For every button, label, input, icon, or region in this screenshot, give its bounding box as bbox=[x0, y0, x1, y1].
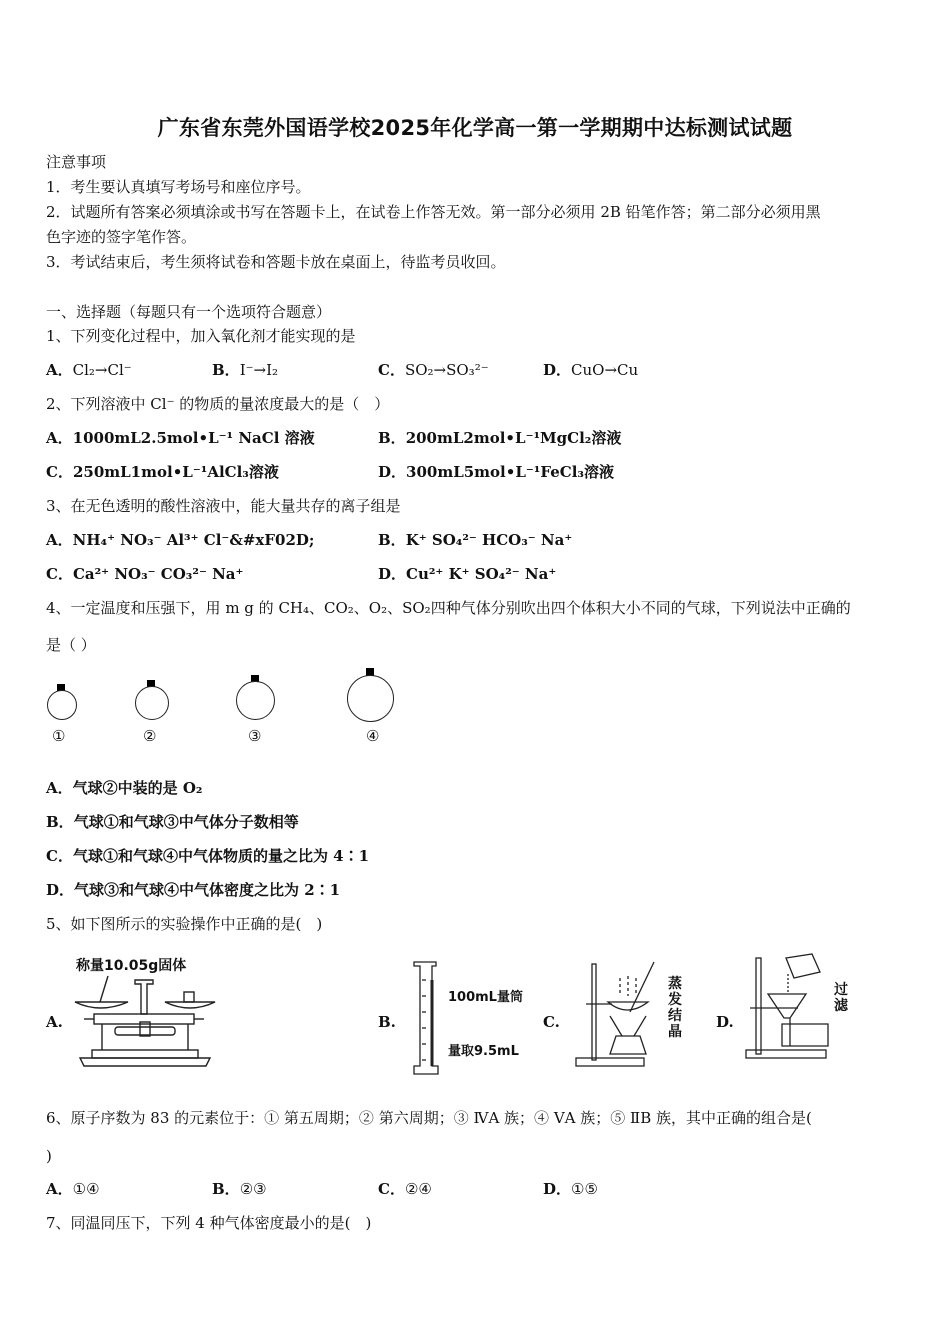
cylinder-caption-top: 100mL量筒 bbox=[448, 990, 523, 1005]
notice-item: 2．试题所有答案必须填涂或书写在答题卡上，在试卷上作答无效。第一部分必须用 2B 铅笔作答；第二部分必须用黑 bbox=[46, 203, 821, 221]
option-5b-label: B. bbox=[378, 1013, 396, 1031]
balloon-label-1: ① bbox=[52, 727, 66, 745]
question-stem-3: 3、在无色透明的酸性溶液中，能大量共存的离子组是 bbox=[46, 497, 401, 515]
question-stem-5: 5、如下图所示的实验操作中正确的是( ) bbox=[46, 915, 323, 933]
balloon-label-2: ② bbox=[143, 727, 157, 745]
balloon-label-4: ④ bbox=[366, 727, 380, 745]
notice-item: 色字迹的签字笔作答。 bbox=[46, 228, 197, 246]
question-stem-6-cont: ) bbox=[46, 1147, 52, 1165]
balloon-4 bbox=[347, 675, 394, 722]
question-stem-2: 2、下列溶液中 Cl⁻ 的物质的量浓度最大的是（ ） bbox=[46, 395, 390, 413]
balance-illustration-icon bbox=[70, 972, 220, 1070]
balloon-label-3: ③ bbox=[248, 727, 262, 745]
option-3d: D．Cu²⁺ K⁺ SO₄²⁻ Na⁺ bbox=[378, 565, 557, 583]
page-title: 广东省东莞外国语学校2025年化学高一第一学期期中达标测试试题 bbox=[157, 116, 793, 140]
notice-item: 1．考生要认真填写考场号和座位序号。 bbox=[46, 178, 311, 196]
question-stem-4: 4、一定温度和压强下，用 m g 的 CH₄、CO₂、O₂、SO₂四种气体分别吹出四个体积大小不同的气球，下列说法中正确的 bbox=[46, 599, 851, 617]
option-4c: C．气球①和气球④中气体物质的量之比为 4∶1 bbox=[46, 847, 370, 865]
option-4b: B．气球①和气球③中气体分子数相等 bbox=[46, 813, 299, 831]
notice-item: 3．考试结束后，考生须将试卷和答题卡放在桌面上，待监考员收回。 bbox=[46, 253, 506, 271]
balloon-1 bbox=[47, 690, 77, 720]
notice-heading: 注意事项 bbox=[46, 153, 107, 171]
option-3c: C．Ca²⁺ NO₃⁻ CO₃²⁻ Na⁺ bbox=[46, 565, 244, 583]
option-3a: A．NH₄⁺ NO₃⁻ Al³⁺ Cl⁻&#xF02D; bbox=[46, 531, 315, 549]
option-2d: D．300mL5mol•L⁻¹FeCl₃溶液 bbox=[378, 463, 614, 481]
option-1a: A．Cl₂→Cl⁻ bbox=[46, 361, 132, 379]
option-5c-label: C. bbox=[543, 1013, 560, 1031]
option-6a: A．①④ bbox=[46, 1180, 100, 1198]
option-5a-label: A. bbox=[46, 1013, 63, 1031]
option-1d: D．CuO→Cu bbox=[543, 361, 639, 379]
option-2a: A．1000mL2.5mol•L⁻¹ NaCl 溶液 bbox=[46, 429, 315, 447]
filtration-illustration-icon bbox=[742, 950, 834, 1068]
option-6b: B．②③ bbox=[212, 1180, 267, 1198]
option-6c: C．②④ bbox=[378, 1180, 432, 1198]
question-stem-7: 7、同温同压下，下列 4 种气体密度最小的是( ) bbox=[46, 1214, 372, 1232]
balloon-2 bbox=[135, 686, 169, 720]
balance-caption: 称量10.05g固体 bbox=[76, 958, 187, 974]
option-2b: B．200mL2mol•L⁻¹MgCl₂溶液 bbox=[378, 429, 622, 447]
option-2c: C．250mL1mol•L⁻¹AlCl₃溶液 bbox=[46, 463, 279, 481]
question-stem-6: 6、原子序数为 83 的元素位于：① 第五周期；② 第六周期；③ ⅣA 族；④ ⅤA 族；⑤ ⅡB 族，其中正确的组合是( bbox=[46, 1109, 812, 1127]
option-5d-label: D. bbox=[716, 1013, 734, 1031]
question-stem-4-cont: 是（ ） bbox=[46, 636, 96, 654]
cylinder-caption-bottom: 量取9.5mL bbox=[448, 1044, 519, 1059]
graduated-cylinder-illustration-icon bbox=[412, 960, 442, 1076]
question-stem-1: 1、下列变化过程中，加入氧化剂才能实现的是 bbox=[46, 327, 356, 345]
option-4d: D．气球③和气球④中气体密度之比为 2∶1 bbox=[46, 881, 341, 899]
balloon-3 bbox=[236, 681, 275, 720]
option-3b: B．K⁺ SO₄²⁻ HCO₃⁻ Na⁺ bbox=[378, 531, 573, 549]
option-1b: B．I⁻→I₂ bbox=[212, 361, 279, 379]
option-1c: C．SO₂→SO₃²⁻ bbox=[378, 361, 489, 379]
evaporation-caption: 蒸发结晶 bbox=[668, 976, 682, 1040]
filtration-caption: 过滤 bbox=[834, 982, 848, 1014]
evaporation-illustration-icon bbox=[572, 958, 667, 1070]
section-heading: 一、选择题（每题只有一个选项符合题意） bbox=[46, 303, 332, 321]
option-6d: D．①⑤ bbox=[543, 1180, 598, 1198]
option-4a: A．气球②中装的是 O₂ bbox=[46, 779, 203, 797]
